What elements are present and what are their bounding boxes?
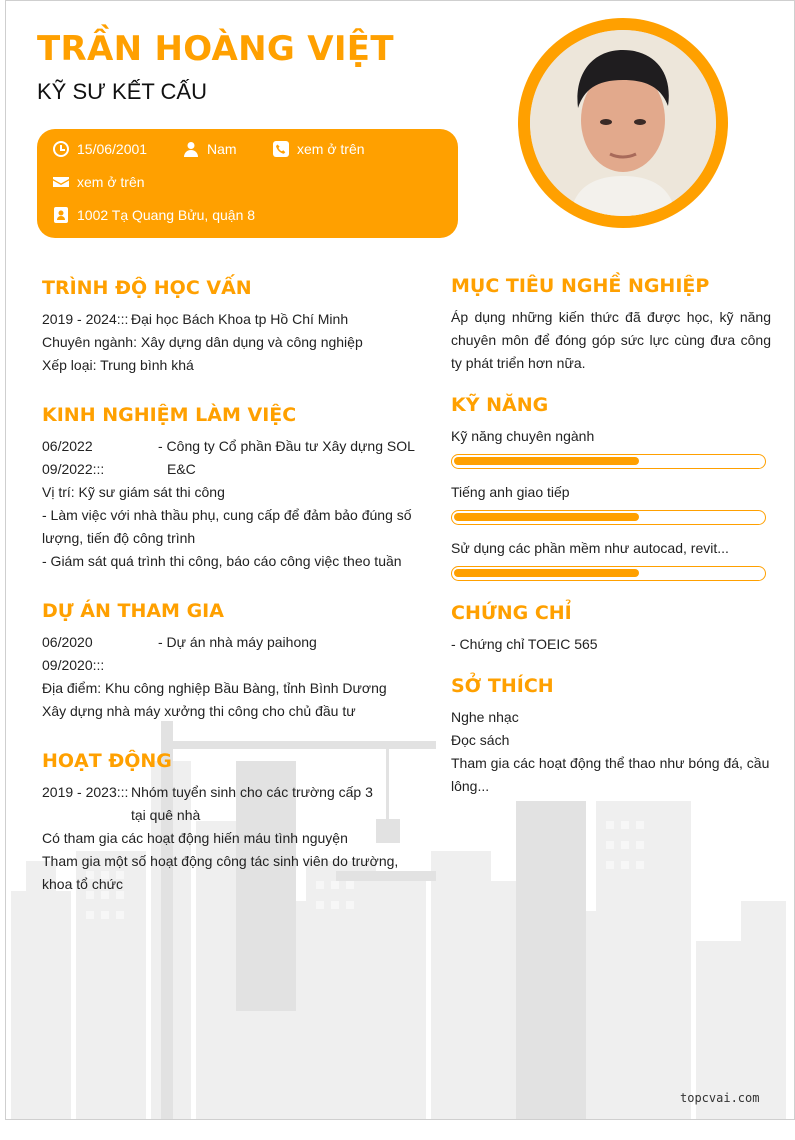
activity-group-place: tại quê nhà <box>131 807 201 823</box>
activities-title: HOẠT ĐỘNG <box>42 750 172 772</box>
education-major: Chuyên ngành: Xây dựng dân dụng và công nghiệp <box>42 334 363 350</box>
gender-value: Nam <box>207 141 237 157</box>
projects-title: DỰ ÁN THAM GIA <box>42 600 224 622</box>
experience-title: KINH NGHIỆM LÀM VIỆC <box>42 404 297 426</box>
activity-item-1: Có tham gia các hoạt động hiến máu tình nguyện <box>42 830 348 846</box>
activity-item-2: Tham gia một số hoạt động công tác sinh viên do trường, khoa tổ chức <box>42 853 399 892</box>
project-name: - Dự án nhà máy paihong <box>158 634 317 650</box>
experience-duty-1: - Làm việc với nhà thầu phụ, cung cấp để đảm bảo đúng số lượng, tiến độ công trình <box>42 507 412 546</box>
objective-title: MỤC TIÊU NGHỀ NGHIỆP <box>451 275 710 297</box>
hobby-item-3: Tham gia các hoạt động thể thao như bóng đá, cầu lông... <box>451 755 770 794</box>
skill-label-2: Tiếng anh giao tiếp <box>451 484 570 500</box>
project-end: 09/2020::: <box>42 657 105 673</box>
skill-fill-3 <box>454 569 639 577</box>
project-description: Xây dựng nhà máy xưởng thi công cho chủ đầu tư <box>42 703 356 719</box>
phone-item <box>273 139 365 159</box>
birthday-item <box>53 139 147 159</box>
birthday-value: 15/06/2001 <box>77 141 148 157</box>
hobbies-title: SỞ THÍCH <box>451 675 554 697</box>
phone-icon <box>273 141 289 157</box>
experience-start: 06/2022 <box>42 438 93 454</box>
skill-bar-1 <box>451 454 766 469</box>
job-position: KỸ SƯ KẾT CẤU <box>37 79 207 104</box>
skill-bar-3 <box>451 566 766 581</box>
skill-label-1: Kỹ năng chuyên ngành <box>451 428 595 444</box>
gender-item <box>183 139 237 159</box>
education-rank: Xếp loại: Trung bình khá <box>42 357 194 373</box>
experience-role: Vị trí: Kỹ sư giám sát thi công <box>42 484 225 500</box>
education-school: Đại học Bách Khoa tp Hồ Chí Minh <box>131 311 349 327</box>
project-start: 06/2020 <box>42 634 93 650</box>
skill-label-3: Sử dụng các phần mềm như autocad, revit... <box>451 540 729 556</box>
skill-fill-2 <box>454 513 639 521</box>
candidate-name: TRẦN HOÀNG VIỆT <box>37 29 394 69</box>
experience-duty-2: - Giám sát quá trình thi công, báo cáo công việc theo tuần <box>42 553 402 569</box>
avatar-frame <box>518 18 728 228</box>
phone-value: xem ở trên <box>297 141 365 157</box>
user-icon <box>183 141 199 157</box>
activity-group: Nhóm tuyển sinh cho các trường cấp 3 <box>131 784 373 800</box>
hobby-item-2: Đọc sách <box>451 732 510 748</box>
address-value: 1002 Tạ Quang Bửu, quận 8 <box>77 207 256 223</box>
certificates-title: CHỨNG CHỈ <box>451 602 572 624</box>
experience-company: - Công ty Cổ phần Đầu tư Xây dựng SOL <box>158 438 415 454</box>
skill-fill-1 <box>454 457 639 465</box>
portrait-photo <box>530 30 716 216</box>
avatar <box>530 30 716 216</box>
watermark: topcvai.com <box>680 1091 760 1105</box>
education-period: 2019 - 2024::: <box>42 311 129 327</box>
project-location: Địa điểm: Khu công nghiệp Bầu Bàng, tỉnh Bình Dương <box>42 680 387 696</box>
contact-info-box <box>37 129 458 238</box>
education-title: TRÌNH ĐỘ HỌC VẤN <box>42 277 252 299</box>
email-value: xem ở trên <box>77 174 145 190</box>
objective-text: Áp dụng những kiến thức đã được học, kỹ năng chuyên môn để đóng góp sức lực cùng đưa công ty phát triển hơn nữa. <box>451 309 771 371</box>
cv-page <box>5 0 795 1120</box>
email-item <box>53 172 145 192</box>
skills-title: KỸ NĂNG <box>451 394 549 416</box>
address-item <box>53 205 255 225</box>
clock-icon <box>53 141 69 157</box>
mail-icon <box>53 174 69 190</box>
experience-company-suffix: E&C <box>167 461 196 477</box>
skill-bar-2 <box>451 510 766 525</box>
experience-end: 09/2022::: <box>42 461 105 477</box>
address-book-icon <box>53 207 69 223</box>
hobby-item-1: Nghe nhạc <box>451 709 519 725</box>
activity-period: 2019 - 2023::: <box>42 784 129 800</box>
certificate-item: - Chứng chỉ TOEIC 565 <box>451 636 598 652</box>
